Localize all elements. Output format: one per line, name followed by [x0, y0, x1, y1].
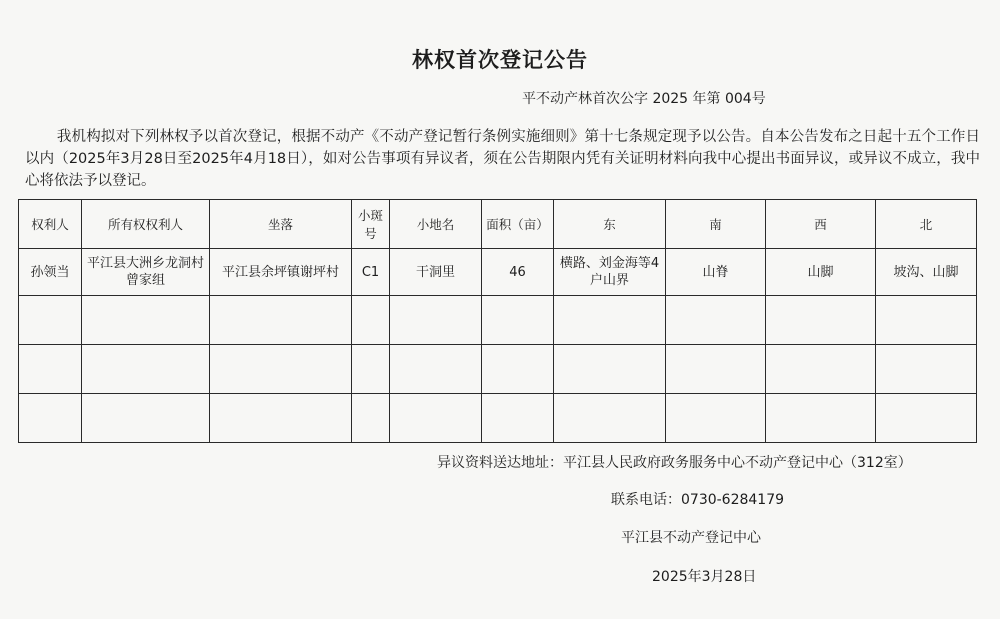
table-row [19, 249, 977, 296]
header-cell: 坐落 [210, 200, 352, 249]
issuing-organization: 平江县不动产登记中心 [621, 530, 761, 546]
table-cell: 山脚 [766, 249, 876, 296]
empty-cell [482, 296, 554, 345]
empty-table-row [19, 296, 977, 345]
empty-cell [210, 394, 352, 443]
table-cell: 山脊 [666, 249, 766, 296]
empty-cell [210, 345, 352, 394]
empty-cell [766, 345, 876, 394]
empty-cell [210, 296, 352, 345]
header-cell: 南 [666, 200, 766, 249]
table-cell: 平江县余坪镇谢坪村 [210, 249, 352, 296]
empty-cell [482, 345, 554, 394]
empty-cell [390, 296, 482, 345]
empty-cell [666, 296, 766, 345]
empty-table-row [19, 394, 977, 443]
page-title: 林权首次登记公告 [412, 48, 588, 72]
header-cell: 西 [766, 200, 876, 249]
empty-cell [876, 345, 977, 394]
empty-cell [766, 394, 876, 443]
empty-cell [876, 296, 977, 345]
header-cell: 面积（亩） [482, 200, 554, 249]
contact-phone: 联系电话：0730-6284179 [611, 492, 785, 508]
empty-table-row [19, 345, 977, 394]
issue-date: 2025年3月28日 [652, 569, 757, 585]
header-cell: 小地名 [390, 200, 482, 249]
empty-cell [82, 345, 210, 394]
empty-cell [666, 345, 766, 394]
table-cell: 平江县大洲乡龙洞村曾家组 [82, 249, 210, 296]
intro-paragraph: 我机构拟对下列林权予以首次登记，根据不动产《不动产登记暂行条例实施细则》第十七条规定现予以公告。自本公告发布之日起十五个工作日以内（2025年3月28日至2025年4月18日），如对公告事项有异议者，须在公告期限内凭有关证明材料向我中心提出书面异议，或异议不成立，我中心将依法予以登记。 [25, 129, 980, 189]
empty-cell [482, 394, 554, 443]
header-cell: 东 [554, 200, 666, 249]
empty-cell [876, 394, 977, 443]
empty-cell [390, 394, 482, 443]
empty-cell [82, 296, 210, 345]
header-cell: 北 [876, 200, 977, 249]
table-cell: 孙领当 [19, 249, 82, 296]
table-cell: C1 [352, 249, 390, 296]
registration-table [18, 199, 977, 443]
empty-cell [352, 394, 390, 443]
empty-cell [352, 296, 390, 345]
empty-cell [19, 296, 82, 345]
objection-address: 异议资料送达地址：平江县人民政府政务服务中心不动产登记中心（312室） [437, 455, 912, 471]
header-cell: 权利人 [19, 200, 82, 249]
empty-cell [666, 394, 766, 443]
empty-cell [82, 394, 210, 443]
table-cell: 干洞里 [390, 249, 482, 296]
empty-cell [352, 345, 390, 394]
empty-cell [554, 394, 666, 443]
table-cell: 坡沟、山脚 [876, 249, 977, 296]
empty-cell [766, 296, 876, 345]
empty-cell [390, 345, 482, 394]
table-cell: 46 [482, 249, 554, 296]
document-number: 平不动产林首次公字 2025 年第 004号 [522, 91, 766, 107]
table-cell: 横路、刘金海等4户山界 [554, 249, 666, 296]
header-cell: 小斑号 [352, 200, 390, 249]
empty-cell [19, 345, 82, 394]
header-cell: 所有权权利人 [82, 200, 210, 249]
empty-cell [19, 394, 82, 443]
table-header-row [19, 200, 977, 249]
empty-cell [554, 345, 666, 394]
empty-cell [554, 296, 666, 345]
